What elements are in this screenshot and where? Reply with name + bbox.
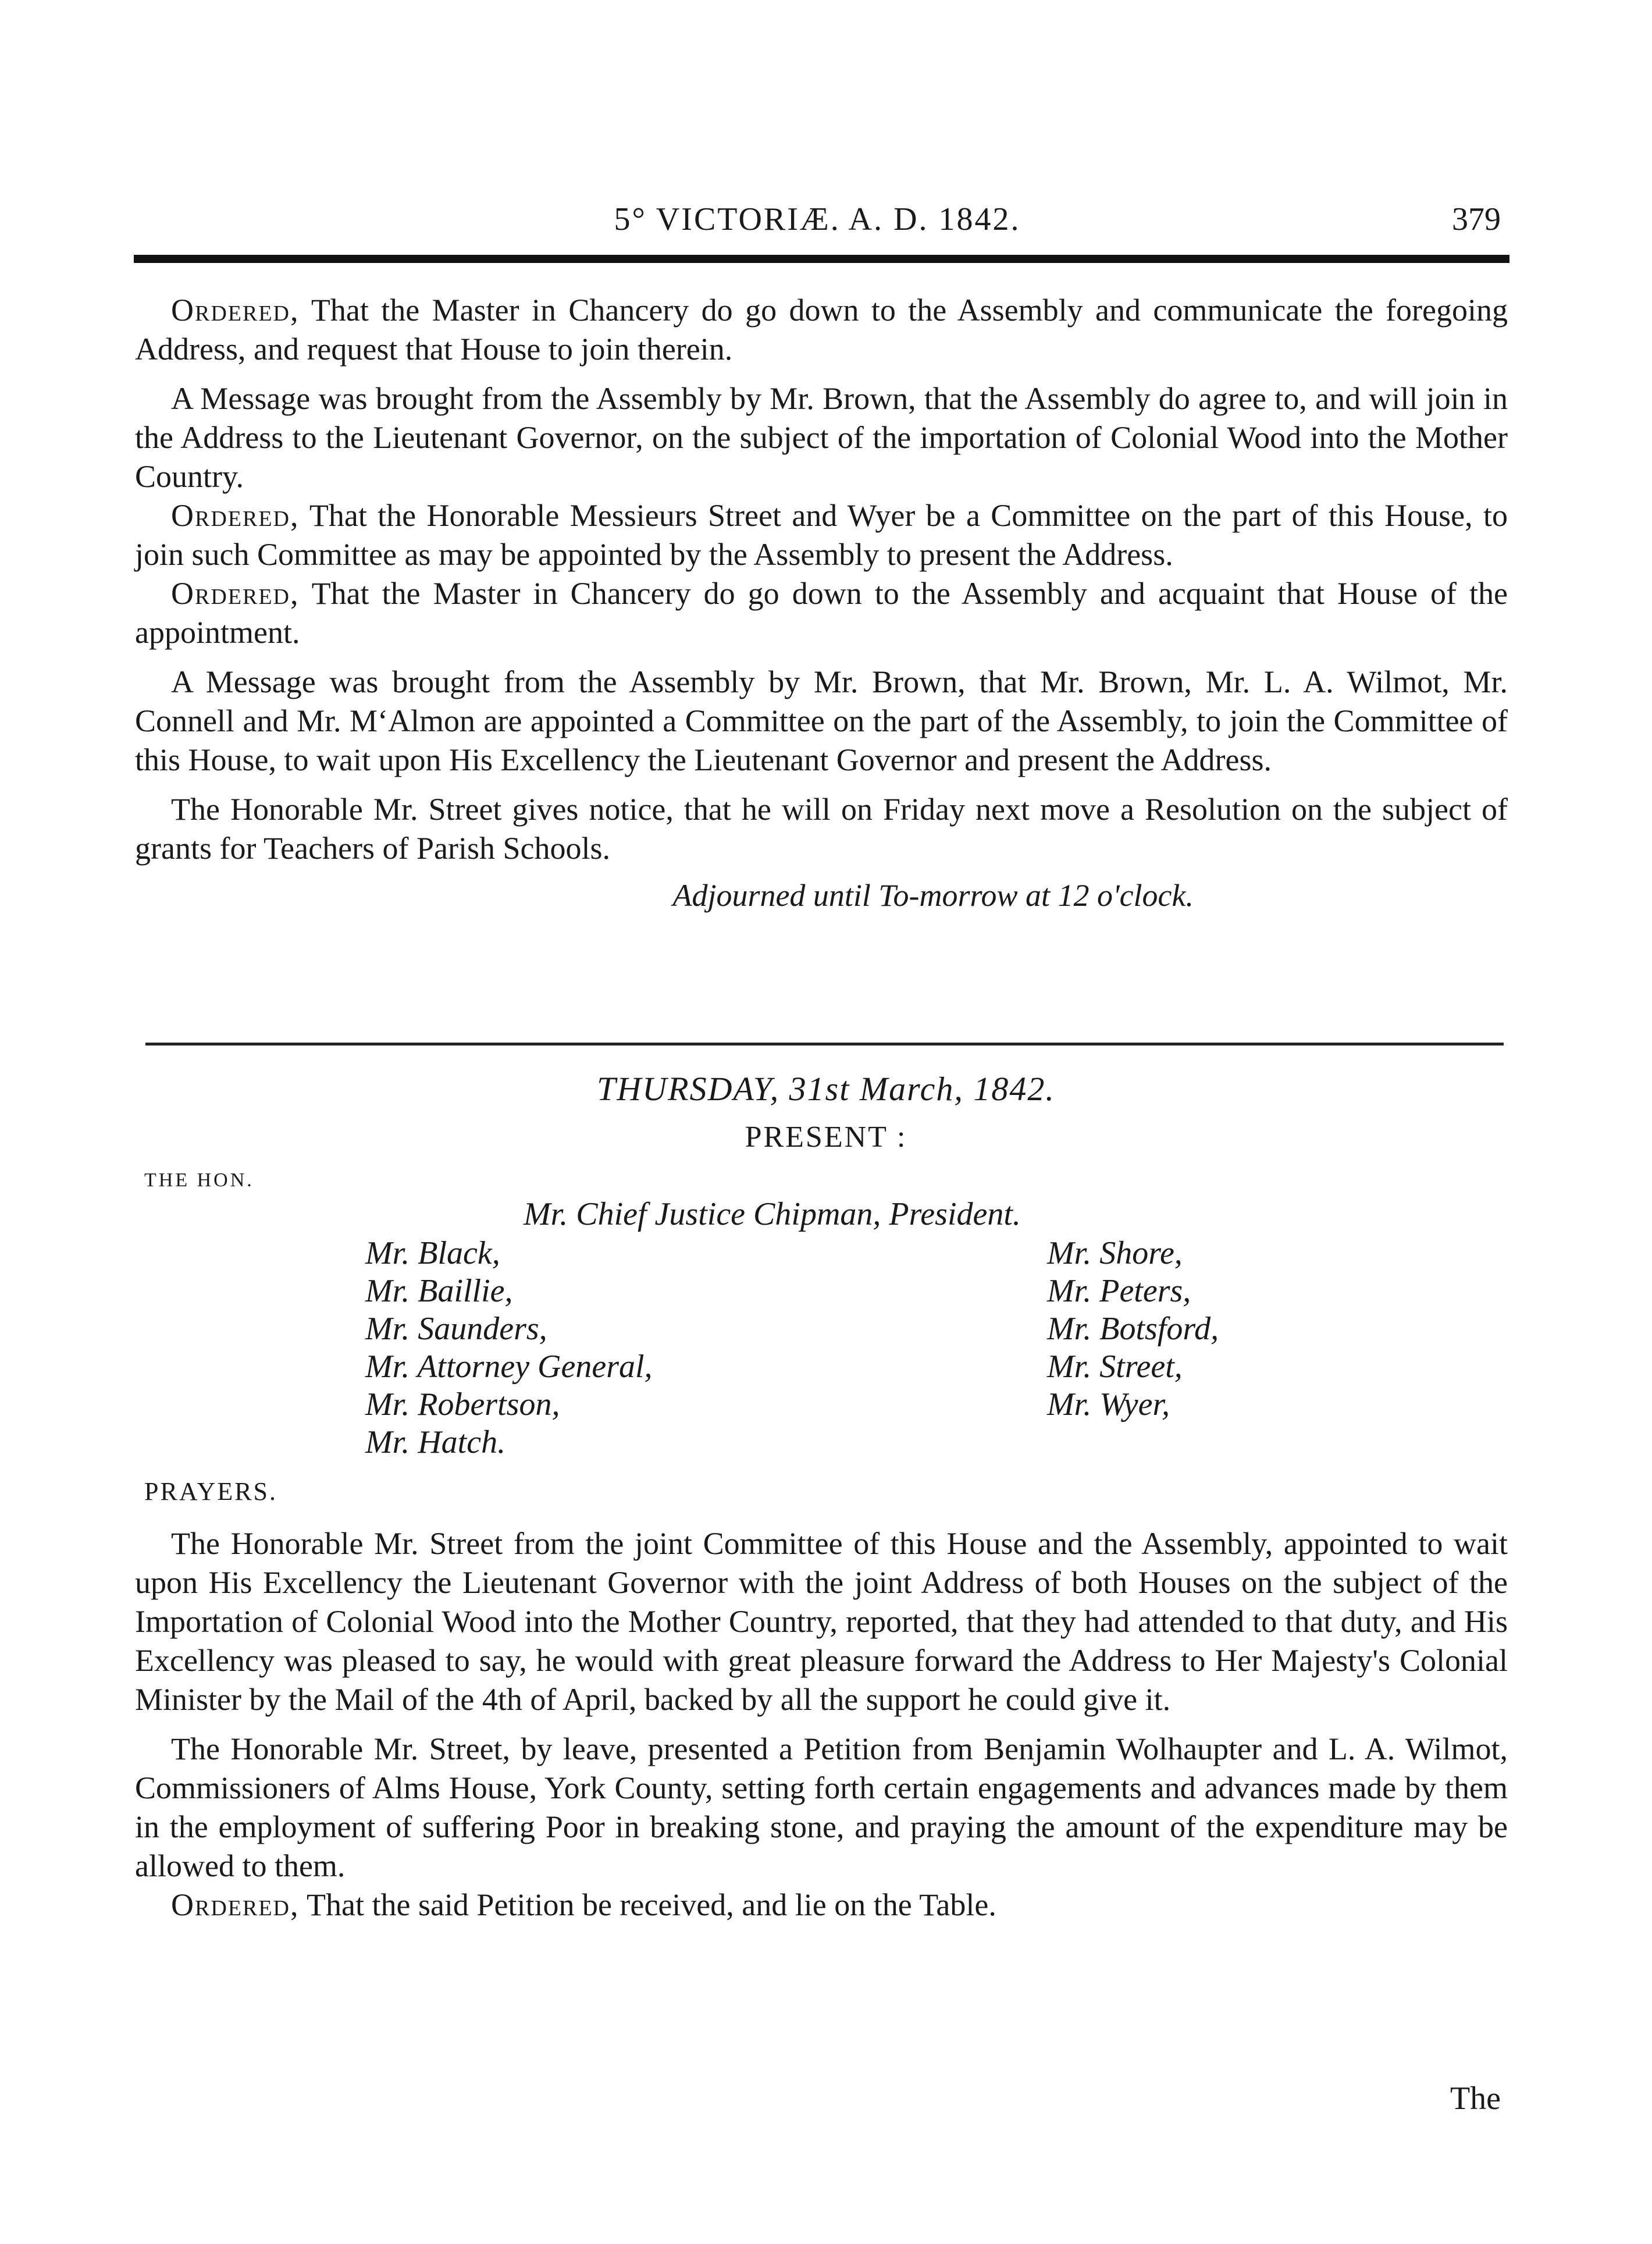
prayers-margin-label: PRAYERS.: [144, 1477, 278, 1506]
sitting-date-heading: THURSDAY, 31st March, 1842.: [597, 1070, 1055, 1108]
section-march-31-proceedings: [135, 1524, 1508, 1925]
paragraph-committee-report: The Honorable Mr. Street from the joint Committee of this House and the Assembly, appointed to wait upon His Excellency the Lieutenant Governor with the joint Address of both Houses on the subject of the Importation of Colonial Wood into the Mother Country, reported, that they had attended to that duty, and His Excellency was pleased to say, he would with great pleasure forward the Address to Her Majesty's Colonial Minister by the Mail of the 4th of April, backed by all the support he could give it.: [135, 1526, 1508, 1717]
member-name: Mr. Hatch.: [365, 1424, 506, 1460]
member-name: Mr. Robertson,: [365, 1386, 560, 1422]
member-name: Mr. Attorney General,: [365, 1349, 653, 1385]
paragraph-petition-presented: The Honorable Mr. Street, by leave, presented a Petition from Benjamin Wolhaupter and L. A. Wilmot, Commissioners of Alms House, York County, setting forth certain engagements and advances made by them in the employment of suffering Poor in breaking stone, and praying the amount of the expenditure may be allowed to them.: [135, 1731, 1508, 1883]
ordered-lead: Ordered,: [171, 498, 300, 533]
paragraph-message-committee-appointed: A Message was brought from the Assembly by Mr. Brown, that Mr. Brown, Mr. L. A. Wilmot, Mr. Connell and Mr. M‘Almon are appointed a Committee on the part of the Assembly, to join the Committee of this House, to wait upon His Excellency the Lieutenant Governor and present the Address.: [135, 664, 1508, 777]
section-march-30-proceedings: [135, 291, 1508, 915]
running-head: 5° VICTORIÆ. A. D. 1842.: [614, 201, 1021, 237]
paragraph-ordered-communicate: [135, 291, 1508, 369]
page-header: [134, 201, 1501, 247]
member-name: Mr. Black,: [365, 1235, 500, 1271]
paragraph-ordered-committee: [135, 496, 1508, 574]
member-name: Mr. Street,: [1047, 1349, 1183, 1385]
member-name: Mr. Botsford,: [1047, 1311, 1219, 1347]
ordered-lead: Ordered,: [171, 1887, 300, 1922]
members-list-right: [1047, 1235, 1219, 1424]
ordered-lead: Ordered,: [171, 293, 300, 328]
member-name: Mr. Peters,: [1047, 1273, 1191, 1309]
member-name: Mr. Shore,: [1047, 1235, 1183, 1271]
president-line: Mr. Chief Justice Chipman, President.: [524, 1196, 1021, 1232]
catch-word: The: [1450, 2081, 1501, 2117]
paragraph-notice-resolution: The Honorable Mr. Street gives notice, that he will on Friday next move a Resolution on the subject of grants for Teachers of Parish Schools.: [135, 792, 1508, 866]
section-divider-rule: [145, 1043, 1504, 1045]
member-name: Mr. Baillie,: [365, 1273, 513, 1309]
paragraph-text: That the Honorable Messieurs Street and Wyer be a Committee on the part of this House, to join such Committee as may be appointed by the Assembly to present the Address.: [135, 498, 1508, 572]
paragraph-ordered-petition-received: [135, 1886, 1508, 1925]
members-list-left: [365, 1235, 653, 1461]
header-rule: [134, 255, 1509, 263]
member-name: Mr. Wyer,: [1047, 1386, 1170, 1422]
paragraph-text: That the Master in Chancery do go down to the Assembly and communicate the foregoing Address, and request that House to join therein.: [135, 293, 1508, 367]
paragraph-ordered-acquaint: [135, 574, 1508, 652]
present-heading: PRESENT :: [745, 1121, 907, 1154]
paragraph-text: That the said Petition be received, and lie on the Table.: [299, 1887, 996, 1922]
the-hon-margin-label: THE HON.: [144, 1169, 254, 1191]
page-number: 379: [1452, 201, 1501, 237]
adjourned-line: Adjourned until To-morrow at 12 o'clock.: [672, 878, 1194, 913]
paragraph-text: That the Master in Chancery do go down to the Assembly and acquaint that House of the appointment.: [135, 576, 1508, 650]
ordered-lead: Ordered,: [171, 576, 300, 611]
paragraph-message-assembly-agree: A Message was brought from the Assembly by Mr. Brown, that the Assembly do agree to, and will join in the Address to the Lieutenant Governor, on the subject of the importation of Colonial Wood into the Mother Country.: [135, 381, 1508, 494]
member-name: Mr. Saunders,: [365, 1311, 547, 1347]
